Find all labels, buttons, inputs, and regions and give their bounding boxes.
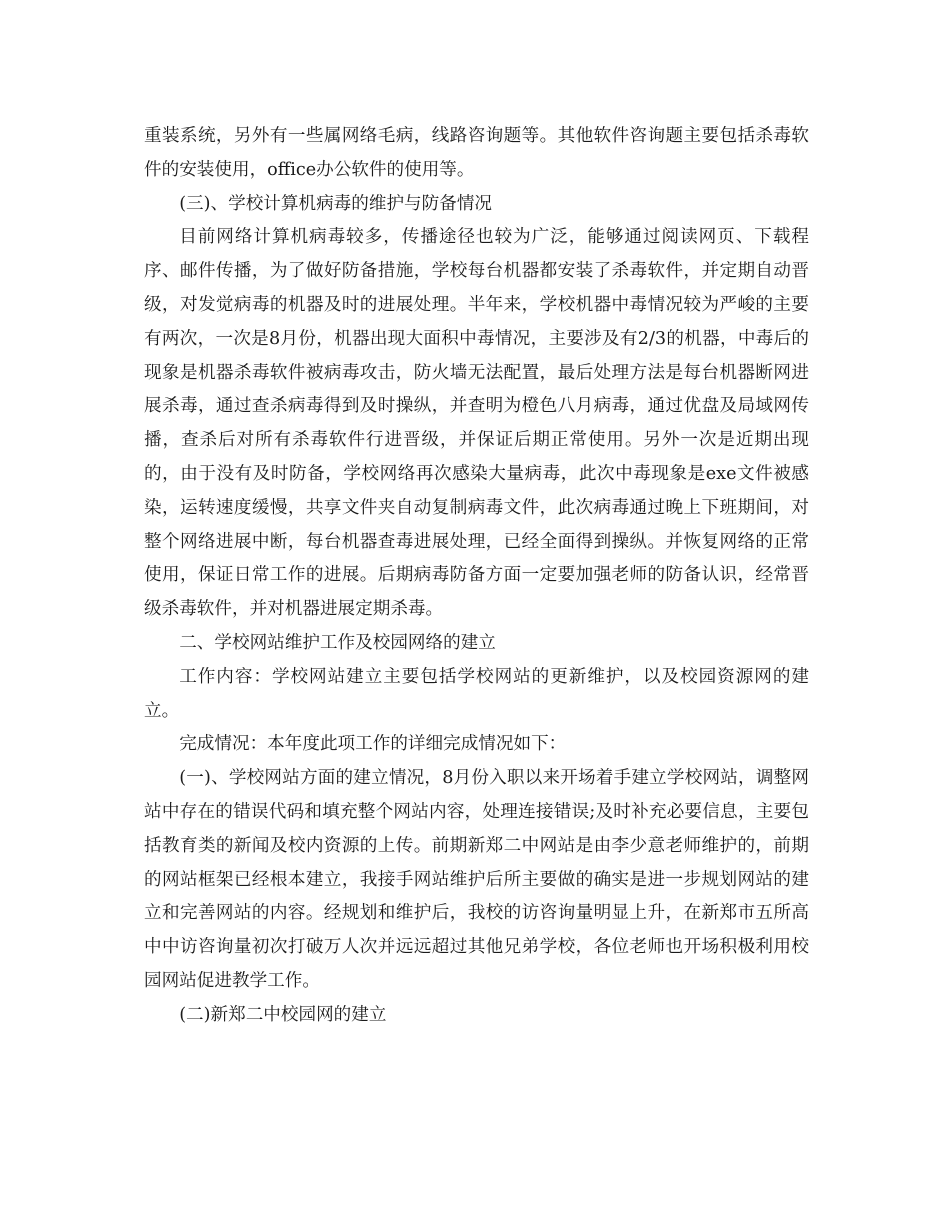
paragraph-completion-status: 完成情况：本年度此项工作的详细完成情况如下： bbox=[179, 734, 567, 755]
paragraph-work-content: 工作内容：学校网站建立主要包括学校网站的更新维护，以及校园资源网的建立。 bbox=[144, 666, 809, 721]
paragraph-website-construction: (一)、学校网站方面的建立情况，8月份入职以来开场着手建立学校网站，调整网站中存在的错误代码和填充整个网站内容，处理连接错误;及时补充必要信息，主要包括教育类的新闻及校内资源的上传。前期新郑二中网站是由李少意老师维护的，前期的网站框架已经根本建立，我接手网站维护后所主要做的确实是进一步规划网站的建立和完善网站的内容。经规划和维护后，我校的访咨询量明显上升，在新郑市五所高中中访咨询量初次打破万人次并远远超过其他兄弟学校，各位老师也开场积极利用校园网站促进教学工作。 bbox=[144, 768, 809, 991]
heading-virus-maintenance: (三)、学校计算机病毒的维护与防备情况 bbox=[179, 193, 493, 214]
heading-campus-network: (二)新郑二中校园网的建立 bbox=[179, 1004, 387, 1025]
paragraph-virus-situation: 目前网络计算机病毒较多，传播途径也较为广泛，能够通过阅读网页、下载程序、邮件传播，为了做好防备措施，学校每台机器都安装了杀毒软件，并定期自动晋级，对发觉病毒的机器及时的进展处理。半年来，学校机器中毒情况较为严峻的主要有两次，一次是8月份，机器出现大面积中毒情况，主要涉及有2/3的机器，中毒后的现象是机器杀毒软件被病毒攻击，防火墙无法配置，最后处理方法是每台机器断网进展杀毒，通过查杀病毒得到及时操纵，并查明为橙色八月病毒，通过优盘及局域网传播，查杀后对所有杀毒软件行进晋级，并保证后期正常使用。另外一次是近期出现的，由于没有及时防备，学校网络再次感染大量病毒，此次中毒现象是exe文件被感染，运转速度缓慢，共享文件夹自动复制病毒文件，此次病毒通过晚上下班期间，对整个网络进展中断，每台机器查毒进展处理，已经全面得到操纵。并恢复网络的正常使用，保证日常工作的进展。后期病毒防备方面一定要加强老师的防备认识，经常晋级杀毒软件，并对机器进展定期杀毒。 bbox=[144, 227, 809, 620]
document-body bbox=[144, 120, 809, 1033]
paragraph-system-reinstall: 重装系统，另外有一些属网络毛病，线路咨询题等。其他软件咨询题主要包括杀毒软件的安装使用，office办公软件的使用等。 bbox=[144, 126, 809, 180]
heading-website-maintenance: 二、学校网站维护工作及校园网络的建立 bbox=[179, 632, 496, 653]
